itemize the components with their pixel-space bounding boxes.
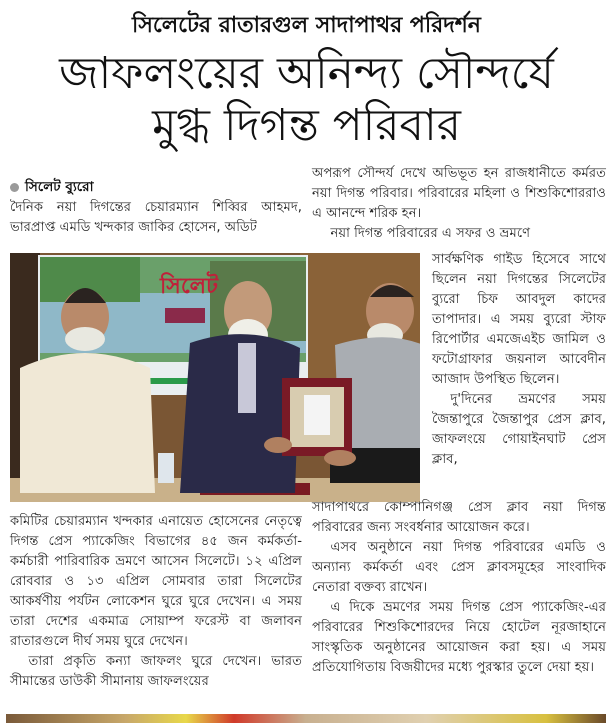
paragraph: নয়া দিগন্ত পরিবারের এ সফর ও ভ্রমণে <box>330 226 531 241</box>
paragraph: এসব অনুষ্ঠানে নয়া দিগন্ত পরিবারের এমডি ও অন্যান্য কর্মকর্তা এবং প্রেস ক্লাবসমূহের সাংবাদিক নেতারা বক্তব্য রাখেন। <box>312 540 606 595</box>
byline <box>10 176 94 199</box>
paragraph: কমিটির চেয়ারম্যান খন্দকার এনায়েত হোসেনের নেতৃত্বে দিগন্ত প্রেস প্যাকেজিং বিভাগের ৪৫ জন কর্মকর্তা-কর্মচারী পারিবারিক ভ্রমণে আসেন সিলেটে। ১২ এপ্রিল রোববার ও ১৩ এপ্রিল সোমবার তারা সিলেটের আকর্ষণীয় পর্যটন লোকেশন ঘুরে ঘুরে দেখেন। এ সময় তারা দেশের একমাত্র সোয়াম্প ফরেস্ট বা জলাবন রাতারগুলে দীর্ঘ সময় ঘুরে দেখেন। <box>10 514 302 649</box>
headline-line-1: জাফলংয়ের অনিন্দ্য সৌন্দর্যে <box>59 48 554 99</box>
banner-text: সিলেট <box>160 274 219 299</box>
byline-text: সিলেট ব্যুরো <box>25 179 94 195</box>
paragraph: দু'দিনের ভ্রমণের সময় জৈন্তাপুরে জৈন্তাপুর প্রেস ক্লাব, জাফলংয়ে গোয়াইনঘাট প্রেস ক্লাব, <box>432 392 606 467</box>
right-column-bottom <box>312 498 606 678</box>
bullet-icon <box>10 183 19 192</box>
right-column-top <box>312 164 606 244</box>
article-kicker: সিলেটের রাতারগুল সাদাপাথর পরিদর্শন <box>132 13 481 38</box>
next-photo-edge <box>6 714 606 723</box>
paragraph: অপরূপ সৌন্দর্য দেখে অভিভূত হন রাজধানীতে কর্মরত নয়া দিগন্ত পরিবার। পরিবারের মহিলা ও শিশুকিশোররাও এ আনন্দে শরিক হন। <box>312 166 606 221</box>
article-photo <box>10 253 420 502</box>
paragraph: তারা প্রকৃতি কন্যা জাফলং ঘুরে দেখেন। ভারত সীমান্তের ডাউকী সীমানায় জাফলংয়ের <box>10 654 302 689</box>
headline-line-2: মুগ্ধ দিগন্ত পরিবার <box>152 100 461 151</box>
right-column-wrap <box>432 250 606 470</box>
paragraph: সার্বক্ষণিক গাইড হিসেবে সাথে ছিলেন নয়া দিগন্তের সিলেটের ব্যুরো চিফ আবদুল কাদের তাপাদার। এ সময় ব্যুরো স্টাফ রিপোর্টার এমজেএইচ জামিল ও ফটোগ্রাফার জয়নাল আবেদীন আজাদ উপস্থিত ছিলেন। <box>432 252 606 387</box>
paragraph: সাদাপাথরে কোম্পানিগঞ্জ প্রেস ক্লাব নয়া দিগন্ত পরিবারের জন্য সংবর্ধনার আয়োজন করে। <box>312 500 606 535</box>
left-column-bottom <box>10 512 302 692</box>
photo-illustration <box>10 253 420 502</box>
paragraph: দৈনিক নয়া দিগন্তের চেয়ারম্যান শিব্বির আহমদ, ভারপ্রাপ্ত এমডি খন্দকার জাকির হোসেন, অডিট <box>10 200 302 235</box>
paragraph: এ দিকে ভ্রমণের সময় দিগন্ত প্রেস প্যাকেজিং-এর পরিবারের শিশুকিশোরদের নিয়ে হোটেল নূরজাহানে সাংস্কৃতিক অনুষ্ঠানের আয়োজন করা হয়। এ সময় প্রতিযোগিতায় বিজয়ীদের মধ্যে পুরস্কার তুলে দেয়া হয়। <box>312 600 606 675</box>
left-column-top <box>10 198 302 238</box>
